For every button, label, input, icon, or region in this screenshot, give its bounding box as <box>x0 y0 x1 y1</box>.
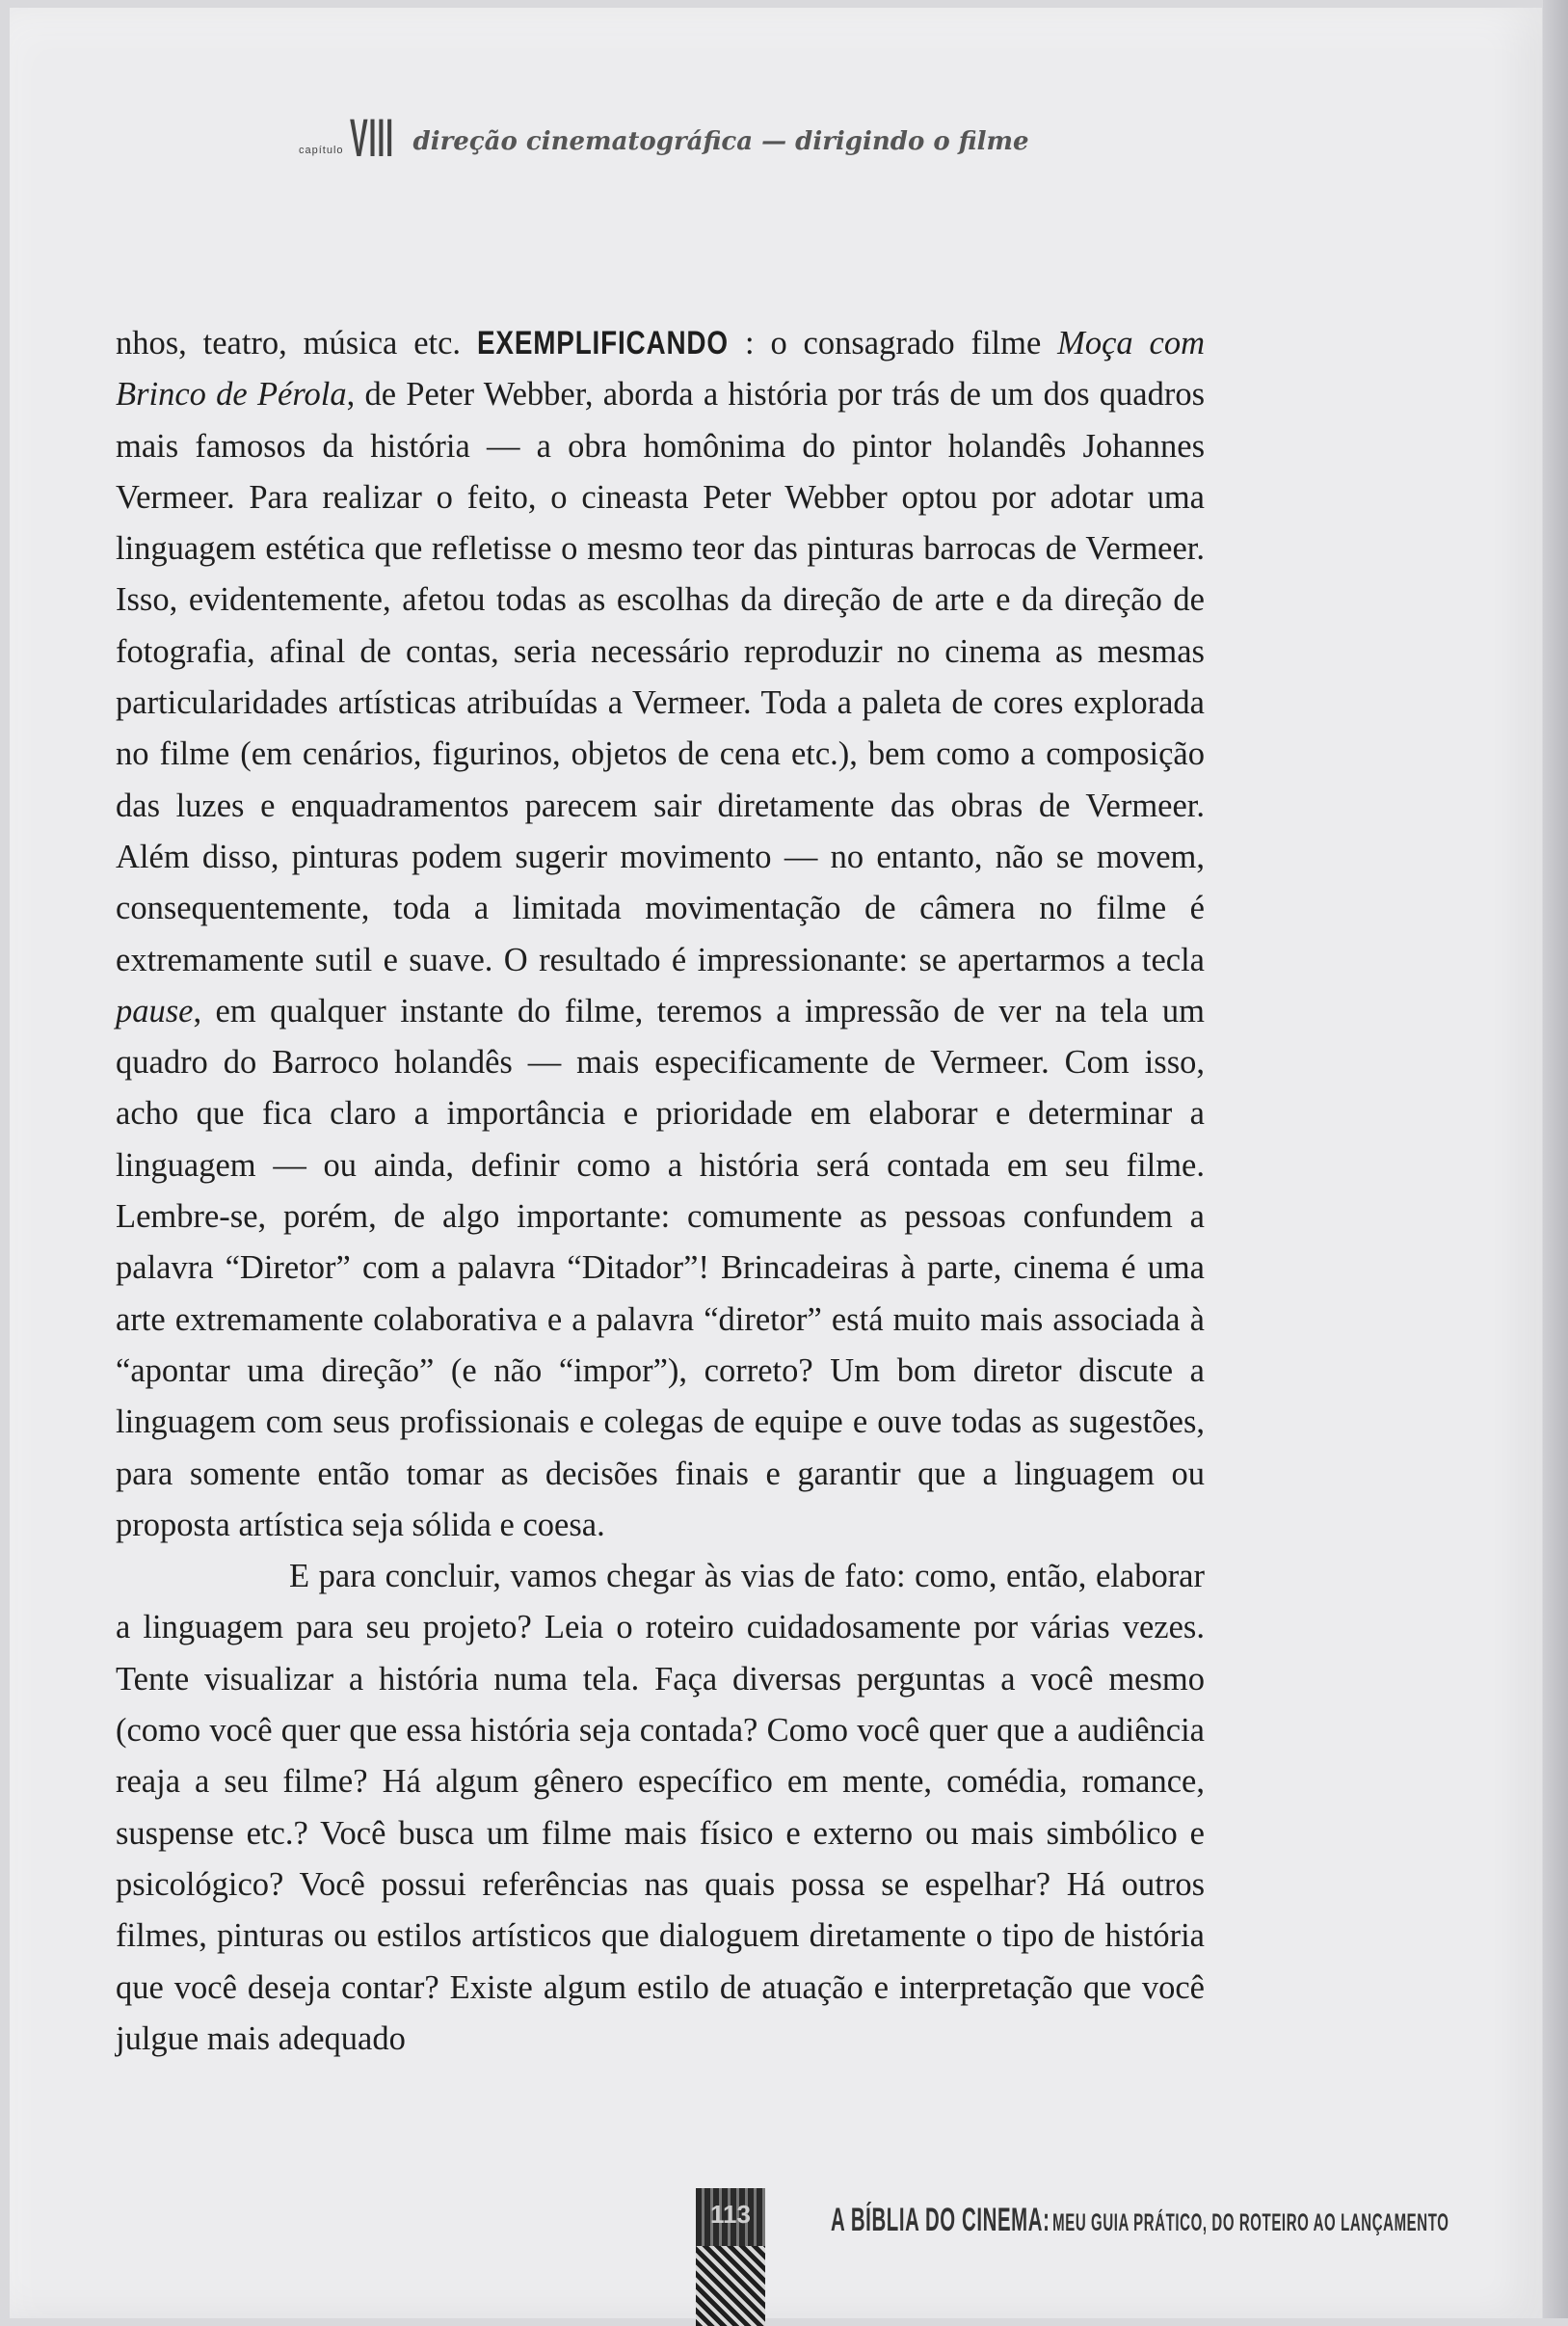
text-run: nhos, teatro, música etc. <box>116 325 477 361</box>
text-run: : o consagrado filme <box>745 325 1058 361</box>
paragraph <box>116 318 1205 1551</box>
body-text <box>116 318 1205 2065</box>
page-number-box <box>696 2188 765 2326</box>
pause-word: pause <box>116 992 194 1029</box>
book-title-main: A BÍBLIA DO CINEMA: <box>831 2202 1050 2238</box>
running-header <box>299 107 1029 168</box>
page-footer <box>696 2188 1449 2326</box>
book-title <box>831 2202 1448 2239</box>
text-run: , de Peter Webber, aborda a história por trás de um dos quadros mais famosos da história — a obra homônima do pintor holandês Johannes Vermeer. Para realizar o feito, o cineasta Peter Webber optou por adotar uma linguagem estética que refletisse o mesmo teor das pinturas barrocas de Vermeer. Isso, evidentemente, afetou todas as escolhas da direção de arte e da direção de fotografia, afinal de contas, seria necessário reproduzir no cinema as mesmas particularidades artísticas atribuídas a Vermeer. Toda a paleta de cores explorada no filme (em cenários, figurinos, objetos de cena etc.), bem como a composição das luzes e enquadramentos parecem sair diretamente das obras de Vermeer. Além disso, pinturas podem sugerir movimento — no entanto, não se movem, consequentemente, toda a limitada movimentação de câmera no filme é extremamente sutil e suave. O resultado é impressionante: se apertarmos a tecla <box>116 376 1205 978</box>
book-title-subtitle: MEU GUIA PRÁTICO, DO ROTEIRO AO LANÇAMENTO <box>1052 2209 1449 2236</box>
film-title: Moça com Brinco de Pérola <box>116 325 1205 414</box>
chapter-number: VIII <box>349 107 394 168</box>
paragraph: E para concluir, vamos chegar às vias de fato: como, então, elaborar a linguagem para seu projeto? Leia o roteiro cuidadosamente por várias vezes. Tente visualizar a história numa tela. Faça diversas perguntas a você mesmo (como você quer que essa história seja contada? Como você quer que a audiência reaja a seu filme? Há algum gênero específico em mente, comédia, romance, suspense etc.? Você busca um filme mais físico e externo ou mais simbólico e psicológico? Você possui referências nas quais possa se espelhar? Há outros filmes, pinturas ou estilos artísticos que dialoguem diretamente o tipo de história que você deseja contar? Existe algum estilo de atuação e interpretação que você julgue mais adequado <box>116 1558 1205 2057</box>
chapter-title: direção cinematográfica — dirigindo o filme <box>412 127 1029 156</box>
chapter-word: capítulo <box>299 145 344 156</box>
text-run: , em qualquer instante do filme, teremos a impressão de ver na tela um quadro do Barroco holandês — mais especificamente de Vermeer. Com isso, acho que fica claro a importância e prioridade em elaborar e determinar a linguagem — ou ainda, definir como a história será contada em seu filme. Lembre-se, porém, de algo importante: comumente as pessoas confundem a palavra “Diretor” com a palavra “Ditador”! Brincadeiras à parte, cinema é uma arte extremamente colaborativa e a palavra “diretor” está muito mais associada à “apontar uma direção” (e não “impor”), correto? Um bom diretor discute a linguagem com seus profissionais e colegas de equipe e ouve todas as sugestões, para somente então tomar as decisões finais e garantir que a linguagem ou proposta artística seja sólida e coesa. <box>116 992 1205 1543</box>
halftone-pattern <box>696 2246 765 2326</box>
exemplificando-label: EXEMPLIFICANDO <box>476 325 729 361</box>
page-number: 113 <box>710 2200 751 2229</box>
book-page <box>10 8 1542 2318</box>
page-edge <box>1543 0 1568 2318</box>
